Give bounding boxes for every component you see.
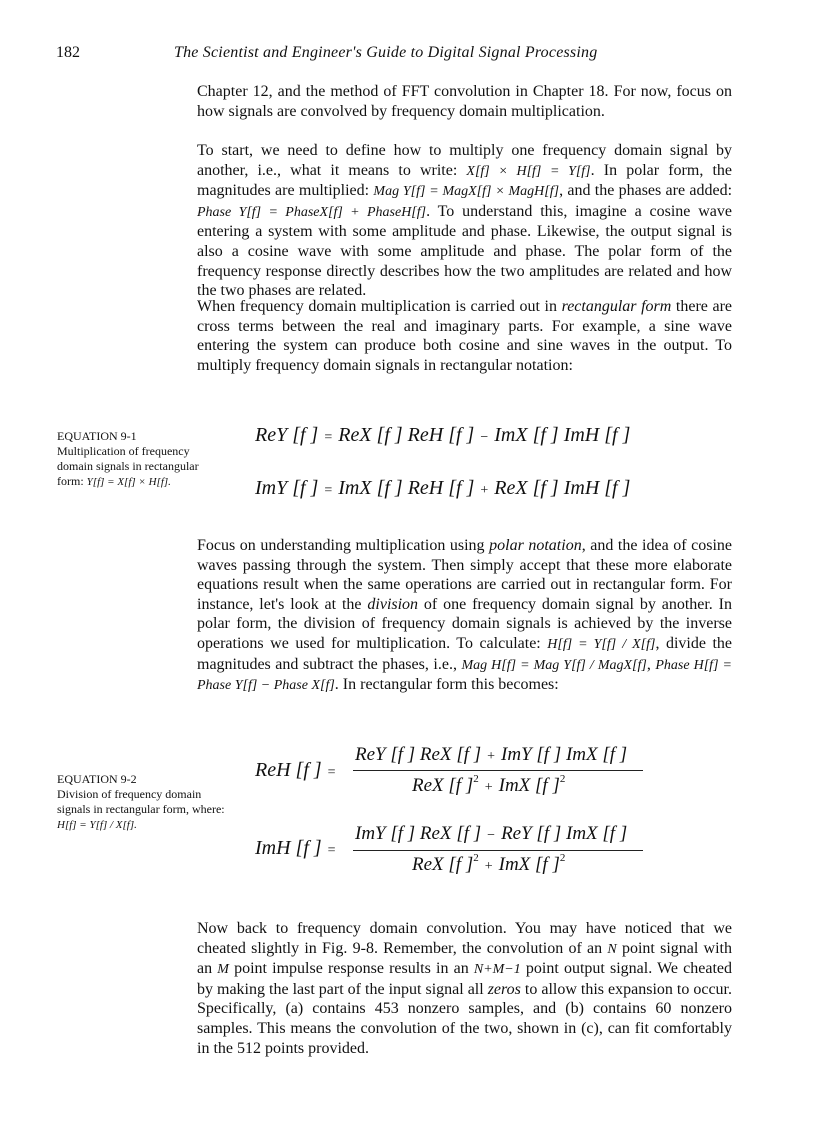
inline-math: Phase H[f] = Phase Y[f] − Phase X[f]: [197, 657, 733, 694]
paragraph-5: Now back to frequency domain convolution. You may have noticed that we cheated slightly in Fig. 9-8. Remember, the convolution of an N point signal with an M point impulse response results in an N+M−1 point output signal. We cheated by making the last part of the input signal all zeros to allow this expansion to occur. Specifically, (a) contains 453 nonzero samples, and (b) contains 60 nonzero samples. This means the convolution of the two, shown in (c), can fit comfortably in the 512 points provided.: [197, 920, 733, 1057]
inline-math: X[f] × H[f] = Y[f]: [466, 163, 591, 179]
paragraph-1: Chapter 12, and the method of FFT convolution in Chapter 18. For now, focus on how signals are convolved by frequency domain multiplication.: [197, 83, 732, 120]
equation-9-2-im-lhs: ImH [f ] =: [255, 837, 336, 859]
equation-9-2-re-numerator: ReY [f ] ReX [f ] + ImY [f ] ImX [f ]: [355, 744, 628, 765]
equation-label: EQUATION 9-1: [57, 429, 137, 443]
equation-label: EQUATION 9-2: [57, 772, 137, 786]
equation-9-1-line-2: ImY [f ] = ImX [f ] ReH [f ] + ReX [f ] ImH [f ]: [255, 477, 631, 499]
inline-math: N+M−1: [473, 962, 521, 978]
emphasis: zeros: [487, 980, 521, 998]
equation-9-2-re-denominator: ReX [f ]$^2$+ ImX [f ]$^2$: [412, 773, 566, 796]
equation-9-2-caption: EQUATION 9-2 Division of frequency domain signals in rectangular form, where: H[f] = Y[f] / X[f].: [57, 772, 227, 833]
paragraph-3: When frequency domain multiplication is carried out in rectangular form there are cross terms between the real and imaginary parts. For example, a sine wave entering the system can produce both cosine and sine waves in the output. To multiply frequency domain signals in rectangular notation:: [197, 298, 733, 374]
inline-math: N: [607, 941, 617, 957]
inline-math: Mag Y[f] = MagX[f] × MagH[f]: [373, 184, 560, 200]
running-title: The Scientist and Engineer's Guide to Digital Signal Processing: [174, 44, 598, 61]
inline-math: Phase Y[f] = PhaseX[f] + PhaseH[f]: [197, 204, 427, 220]
emphasis: rectangular form: [561, 298, 672, 315]
equation-9-2-im-numerator: ImY [f ] ReX [f ] − ReY [f ] ImX [f ]: [355, 823, 628, 844]
equation-9-2-re-lhs: ReH [f ] =: [255, 759, 336, 781]
equation-9-1-caption: EQUATION 9-1 Multiplication of frequency domain signals in rectangular form: Y[f] = X[f] × H[f].: [57, 429, 227, 490]
inline-math: M: [217, 962, 229, 978]
paragraph-4: Focus on understanding multiplication using polar notation, and the idea of cosine waves passing through the system. Then simply accept that these more elaborate equations result when the same operations are carried out in rectangular form. For instance, let's look at the division of one frequency domain signal by another. In polar form, the division of frequency domain signals is achieved by the inverse operations we used for multiplication. To calculate: H[f] = Y[f] / X[f], divide the magnitudes and subtract the phases, i.e., Mag H[f] = Mag Y[f] / MagX[f], Phase H[f] = Phase Y[f] − Phase X[f]. In rectangular form this becomes:: [197, 537, 733, 694]
fraction-bar: [353, 770, 643, 771]
equation-9-2-im-denominator: ReX [f ]$^2$+ ImX [f ]$^2$: [412, 852, 566, 875]
inline-math: H[f] = Y[f] / X[f]: [547, 636, 656, 652]
fraction-bar: [353, 850, 643, 851]
emphasis: division: [367, 595, 419, 613]
paragraph-2: To start, we need to define how to multiply one frequency domain signal by another, i.e., what it means to write: X[f] × H[f] = Y[f]. In polar form, the magnitudes are multiplied: Mag Y[f] = MagX[f] × MagH[f], and the phases are added: Phase Y[f] = PhaseX[f] + PhaseH[f]. To understand this, imagine a cosine wave entering a system with some amplitude and phase. Likewise, the output signal is also a cosine wave with some amplitude and phase. The polar form of the frequency response directly describes how the two amplitudes are related and how the two phases are related.: [197, 142, 733, 300]
equation-9-1-line-1: ReY [f ] = ReX [f ] ReH [f ] − ImX [f ] ImH [f ]: [255, 424, 631, 446]
inline-math: Mag H[f] = Mag Y[f] / MagX[f]: [461, 657, 647, 673]
page-number: 182: [56, 44, 80, 61]
emphasis: polar notation: [489, 537, 582, 554]
